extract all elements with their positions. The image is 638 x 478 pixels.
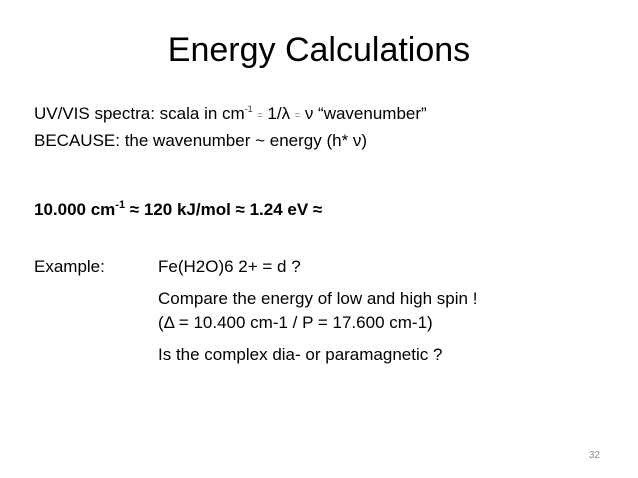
- conversion-exponent: -1: [115, 199, 126, 211]
- uvvis-text-b: 1/λ: [262, 104, 295, 123]
- conversion-line: [34, 194, 322, 221]
- example-question: Is the complex dia- or paramagnetic ?: [158, 345, 443, 364]
- uvvis-text-a: UV/VIS spectra: scala in cm: [34, 104, 245, 123]
- uvvis-equals-2: =: [294, 110, 301, 120]
- example-line: [34, 256, 301, 278]
- uvvis-equals-1: =: [257, 110, 263, 120]
- uvvis-text-c: ν “wavenumber”: [300, 104, 427, 123]
- slide-title: Energy Calculations: [167, 31, 471, 69]
- conversion-text-b: ≈ 120 kJ/mol ≈ 1.24 eV ≈: [125, 200, 323, 219]
- uvvis-line: [34, 98, 427, 126]
- page-number: 32: [588, 450, 600, 461]
- conversion-text-a: 10.000 cm: [34, 200, 116, 219]
- example-label: Example:: [34, 257, 105, 276]
- uvvis-exponent: -1: [244, 104, 253, 114]
- example-formula: Fe(H2O)6 2+ = d ?: [158, 257, 301, 276]
- example-compare: Compare the energy of low and high spin !: [158, 289, 478, 308]
- example-values: (Δ = 10.400 cm-1 / P = 17.600 cm-1): [158, 313, 433, 332]
- because-line: BECAUSE: the wavenumber ~ energy (h* ν): [34, 131, 368, 150]
